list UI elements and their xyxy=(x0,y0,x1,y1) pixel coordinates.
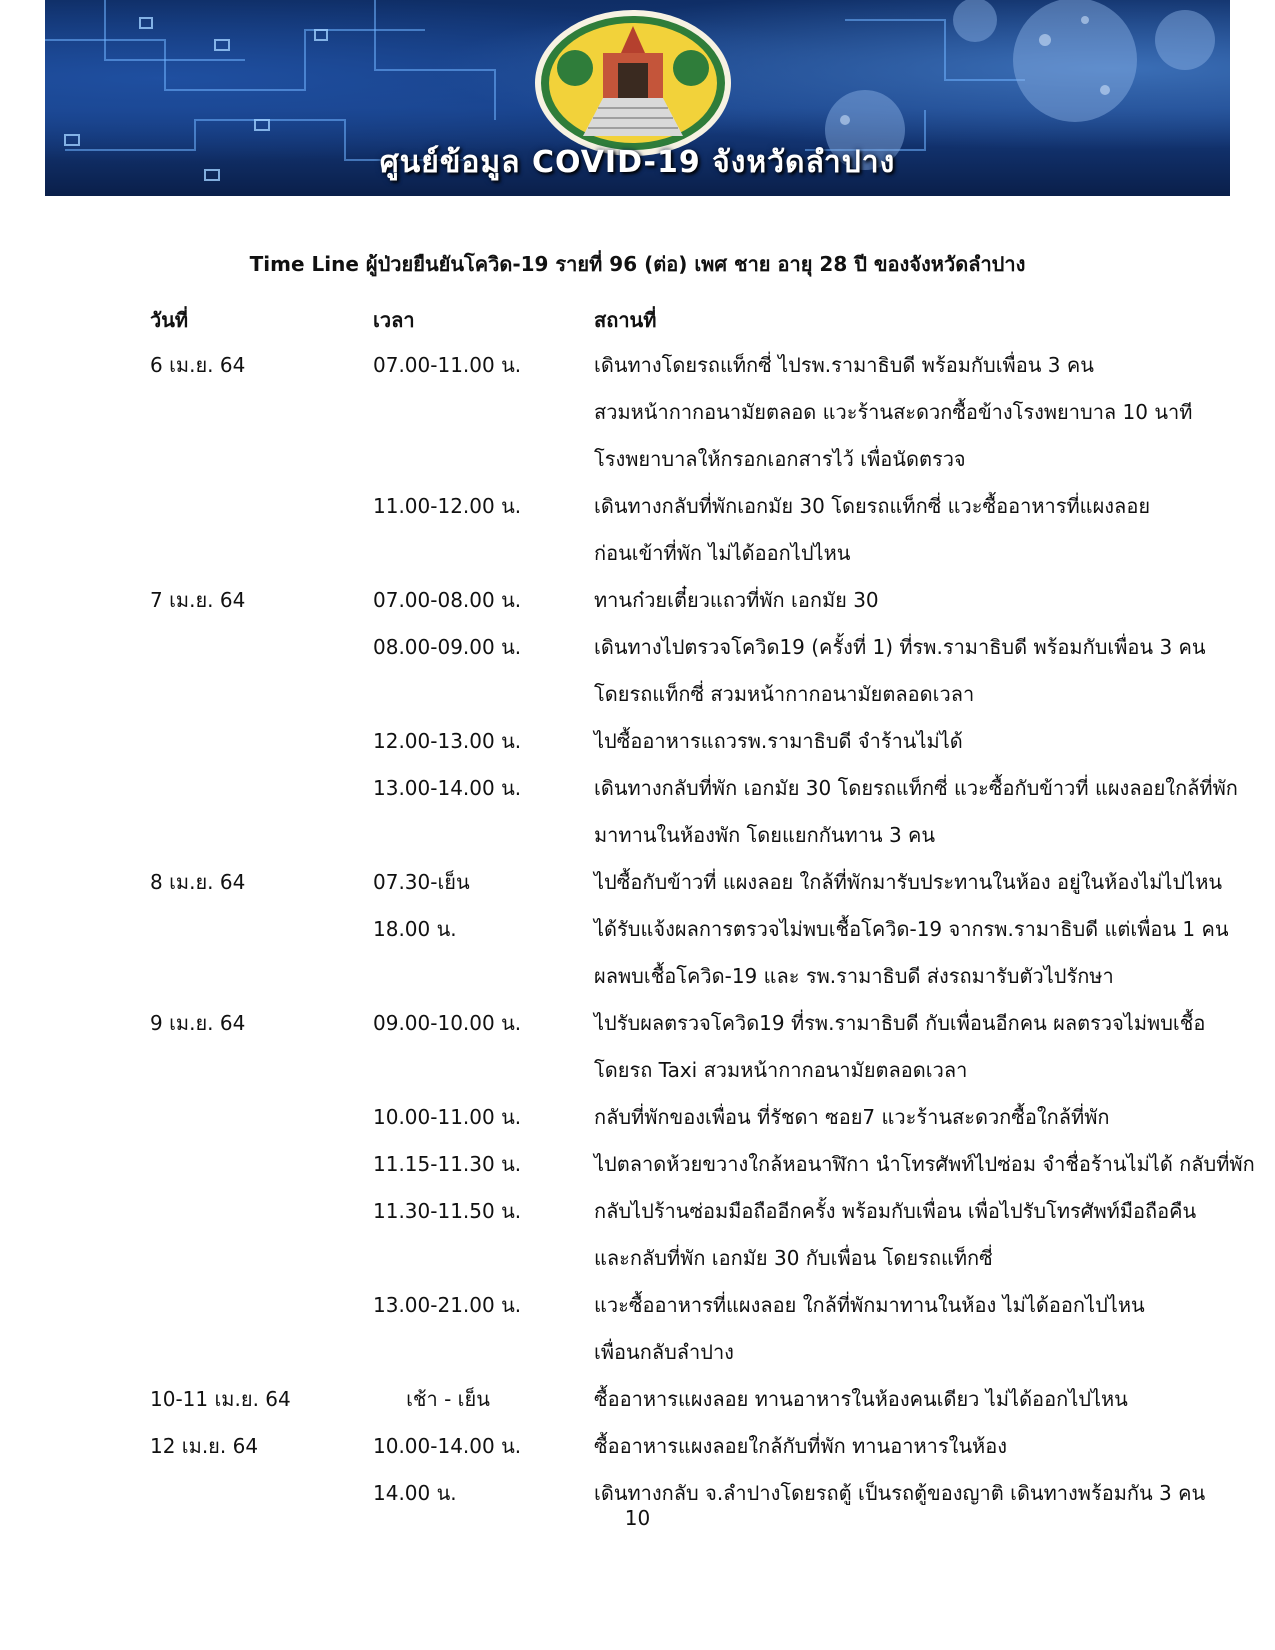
entry-place-line: ซื้ออาหารแผงลอยใกล้กับที่พัก ทานอาหารในห้อง xyxy=(594,1434,1007,1458)
entry-time: 10.00-11.00 น. xyxy=(373,1105,522,1129)
entry-time: 11.00-12.00 น. xyxy=(373,494,522,518)
entry-place-line: ไปซื้อกับข้าวที่ แผงลอย ใกล้ที่พักมารับประทานในห้อง อยู่ในห้องไม่ไปไหน xyxy=(594,870,1223,894)
lampang-provincial-seal-icon xyxy=(533,8,733,158)
entry-place-line: ไปซื้ออาหารแถวรพ.รามาธิบดี จำร้านไม่ได้ xyxy=(594,729,963,753)
entry-place-line: และกลับที่พัก เอกมัย 30 กับเพื่อน โดยรถแท็กซี่ xyxy=(594,1246,993,1270)
entry-place-line: สวมหน้ากากอนามัยตลอด แวะร้านสะดวกซื้อข้างโรงพยาบาล 10 นาที xyxy=(594,400,1193,424)
entry-place-line: โรงพยาบาลให้กรอกเอกสารไว้ เพื่อนัดตรวจ xyxy=(594,447,966,471)
entry-date: 10-11 เม.ย. 64 xyxy=(150,1387,291,1411)
entry-place-line: ได้รับแจ้งผลการตรวจไม่พบเชื้อโควิด-19 จากรพ.รามาธิบดี แต่เพื่อน 1 คน xyxy=(594,917,1229,941)
entry-place xyxy=(594,342,1244,483)
entry-date: 6 เม.ย. 64 xyxy=(150,353,246,377)
entry-time: 13.00-14.00 น. xyxy=(373,776,522,800)
timeline-row xyxy=(0,1188,1275,1282)
entry-place xyxy=(594,624,1244,718)
timeline-row xyxy=(0,624,1275,718)
timeline-row xyxy=(0,1094,1275,1141)
timeline-row xyxy=(0,765,1275,859)
entry-date: 12 เม.ย. 64 xyxy=(150,1434,259,1458)
entry-time: 12.00-13.00 น. xyxy=(373,729,522,753)
entry-place-line: ซื้ออาหารแผงลอย ทานอาหารในห้องคนเดียว ไม่ได้ออกไปไหน xyxy=(594,1387,1128,1411)
timeline-row xyxy=(0,577,1275,624)
entry-place xyxy=(594,1423,1244,1470)
entry-place-line: ไปรับผลตรวจโควิด19 ที่รพ.รามาธิบดี กับเพื่อนอีกคน ผลตรวจไม่พบเชื้อ xyxy=(594,1011,1206,1035)
timeline-row xyxy=(0,906,1275,1000)
timeline-row xyxy=(0,1376,1275,1423)
entry-place-line: กลับที่พักของเพื่อน ที่รัชดา ซอย7 แวะร้านสะดวกซื้อใกล้ที่พัก xyxy=(594,1105,1110,1129)
entry-place xyxy=(594,859,1244,906)
entry-time: 11.15-11.30 น. xyxy=(373,1152,522,1176)
entry-place xyxy=(594,765,1244,859)
entry-place-line: เดินทางกลับที่พัก เอกมัย 30 โดยรถแท็กซี่ แวะซื้อกับข้าวที่ แผงลอยใกล้ที่พัก xyxy=(594,776,1238,800)
entry-time: 11.30-11.50 น. xyxy=(373,1199,522,1223)
page-number: 10 xyxy=(624,1506,651,1530)
header-banner xyxy=(45,0,1230,196)
entry-date: 8 เม.ย. 64 xyxy=(150,870,246,894)
timeline-row xyxy=(0,1141,1275,1188)
entry-date: 7 เม.ย. 64 xyxy=(150,588,246,612)
entry-place-line: โดยรถ Taxi สวมหน้ากากอนามัยตลอดเวลา xyxy=(594,1058,968,1082)
entry-time: 18.00 น. xyxy=(373,917,457,941)
entry-place-line: เดินทางไปตรวจโควิด19 (ครั้งที่ 1) ที่รพ.รามาธิบดี พร้อมกับเพื่อน 3 คน xyxy=(594,635,1206,659)
entry-place xyxy=(594,906,1244,1000)
entry-time: 09.00-10.00 น. xyxy=(373,1011,522,1035)
entry-place-line: โดยรถแท็กซี่ สวมหน้ากากอนามัยตลอดเวลา xyxy=(594,682,975,706)
entry-time: 13.00-21.00 น. xyxy=(373,1293,522,1317)
banner-title: ศูนย์ข้อมูล COVID-19 จังหวัดลำปาง xyxy=(379,145,896,180)
timeline-row xyxy=(0,718,1275,765)
entry-place-line: ก่อนเข้าที่พัก ไม่ได้ออกไปไหน xyxy=(594,541,851,565)
timeline-row xyxy=(0,483,1275,577)
entry-time: 10.00-14.00 น. xyxy=(373,1434,522,1458)
column-header-date: วันที่ xyxy=(150,308,189,332)
entry-place-line: แวะซื้ออาหารที่แผงลอย ใกล้ที่พักมาทานในห้อง ไม่ได้ออกไปไหน xyxy=(594,1293,1145,1317)
entry-time: 08.00-09.00 น. xyxy=(373,635,522,659)
document-title: Time Line ผู้ป่วยยืนยันโควิด-19 รายที่ 96 (ต่อ) เพศ ชาย อายุ 28 ปี ของจังหวัดลำปาง xyxy=(249,252,1026,276)
entry-place xyxy=(594,1000,1244,1094)
timeline-row xyxy=(0,342,1275,483)
timeline-table xyxy=(0,342,1275,1517)
entry-place xyxy=(594,1188,1244,1282)
entry-place xyxy=(594,718,1244,765)
entry-place xyxy=(594,577,1244,624)
timeline-row xyxy=(0,1000,1275,1094)
entry-place-line: เดินทางโดยรถแท็กซี่ ไปรพ.รามาธิบดี พร้อมกับเพื่อน 3 คน xyxy=(594,353,1094,377)
entry-place-line: ผลพบเชื้อโควิด-19 และ รพ.รามาธิบดี ส่งรถมารับตัวไปรักษา xyxy=(594,964,1114,988)
timeline-row xyxy=(0,1282,1275,1376)
entry-place-line: กลับไปร้านซ่อมมือถืออีกครั้ง พร้อมกับเพื่อน เพื่อไปรับโทรศัพท์มือถือคืน xyxy=(594,1199,1197,1223)
entry-place xyxy=(594,483,1244,577)
timeline-row xyxy=(0,1423,1275,1470)
entry-time: 07.00-08.00 น. xyxy=(373,588,522,612)
column-header-time: เวลา xyxy=(373,308,415,332)
entry-place-line: เพื่อนกลับลำปาง xyxy=(594,1340,734,1364)
entry-place-line: ทานก๋วยเตี๋ยวแถวที่พัก เอกมัย 30 xyxy=(594,588,879,612)
entry-place-line: เดินทางกลับที่พักเอกมัย 30 โดยรถแท็กซี่ แวะซื้ออาหารที่แผงลอย xyxy=(594,494,1151,518)
entry-time: เช้า - เย็น xyxy=(406,1387,490,1411)
entry-place xyxy=(594,1141,1255,1188)
entry-time: 07.00-11.00 น. xyxy=(373,353,522,377)
entry-time: 07.30-เย็น xyxy=(373,870,470,894)
entry-place-line: มาทานในห้องพัก โดยแยกกันทาน 3 คน xyxy=(594,823,936,847)
entry-place xyxy=(594,1282,1244,1376)
timeline-row xyxy=(0,859,1275,906)
entry-time: 14.00 น. xyxy=(373,1481,457,1505)
column-header-place: สถานที่ xyxy=(594,308,657,332)
entry-place xyxy=(594,1094,1244,1141)
entry-place-line: เดินทางกลับ จ.ลำปางโดยรถตู้ เป็นรถตู้ของญาติ เดินทางพร้อมกัน 3 คน xyxy=(594,1481,1206,1505)
entry-place xyxy=(594,1376,1244,1423)
entry-date: 9 เม.ย. 64 xyxy=(150,1011,246,1035)
entry-place-line: ไปตลาดห้วยขวางใกล้หอนาฬิกา นำโทรศัพท์ไปซ่อม จำชื่อร้านไม่ได้ กลับที่พัก xyxy=(594,1152,1255,1176)
